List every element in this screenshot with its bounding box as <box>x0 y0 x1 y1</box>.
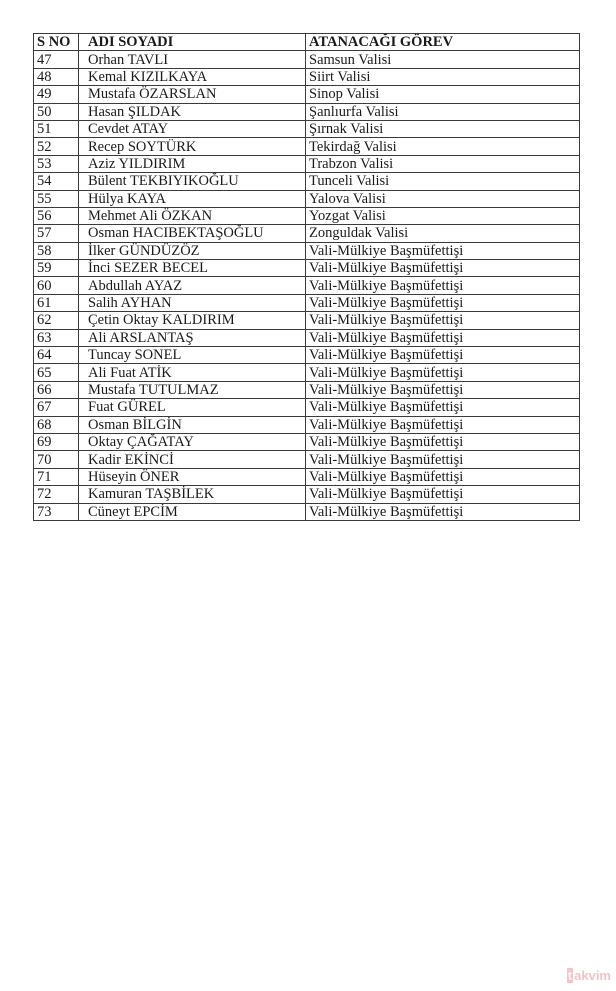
cell-atanacagi-gorev: Vali-Mülkiye Başmüfettişi <box>306 364 580 381</box>
cell-adi-soyadi: Abdullah AYAZ <box>79 277 306 294</box>
table-row <box>34 451 580 468</box>
table-row <box>34 207 580 224</box>
table-row <box>34 173 580 190</box>
cell-atanacagi-gorev: Şırnak Valisi <box>306 120 580 137</box>
cell-s-no: 70 <box>34 451 79 468</box>
cell-adi-soyadi: Mustafa ÖZARSLAN <box>79 86 306 103</box>
cell-s-no: 67 <box>34 399 79 416</box>
table-row <box>34 103 580 120</box>
cell-atanacagi-gorev: Tunceli Valisi <box>306 173 580 190</box>
cell-s-no: 59 <box>34 260 79 277</box>
cell-s-no: 52 <box>34 138 79 155</box>
cell-atanacagi-gorev: Vali-Mülkiye Başmüfettişi <box>306 433 580 450</box>
cell-s-no: 50 <box>34 103 79 120</box>
cell-atanacagi-gorev: Vali-Mülkiye Başmüfettişi <box>306 294 580 311</box>
cell-atanacagi-gorev: Trabzon Valisi <box>306 155 580 172</box>
cell-atanacagi-gorev: Vali-Mülkiye Başmüfettişi <box>306 486 580 503</box>
cell-atanacagi-gorev: Vali-Mülkiye Başmüfettişi <box>306 451 580 468</box>
cell-atanacagi-gorev: Vali-Mülkiye Başmüfettişi <box>306 468 580 485</box>
watermark-text: akvim <box>574 968 611 983</box>
cell-atanacagi-gorev: Vali-Mülkiye Başmüfettişi <box>306 399 580 416</box>
cell-atanacagi-gorev: Tekirdağ Valisi <box>306 138 580 155</box>
cell-s-no: 69 <box>34 433 79 450</box>
cell-adi-soyadi: Kadir EKİNCİ <box>79 451 306 468</box>
header-atanacagi-gorev: ATANACAĞI GÖREV <box>306 34 580 51</box>
cell-s-no: 49 <box>34 86 79 103</box>
cell-s-no: 55 <box>34 190 79 207</box>
cell-atanacagi-gorev: Zonguldak Valisi <box>306 225 580 242</box>
watermark-logo-mark: t <box>567 968 573 983</box>
cell-atanacagi-gorev: Vali-Mülkiye Başmüfettişi <box>306 312 580 329</box>
cell-atanacagi-gorev: Vali-Mülkiye Başmüfettişi <box>306 416 580 433</box>
cell-adi-soyadi: Çetin Oktay KALDIRIM <box>79 312 306 329</box>
cell-atanacagi-gorev: Vali-Mülkiye Başmüfettişi <box>306 277 580 294</box>
cell-s-no: 58 <box>34 242 79 259</box>
table-row <box>34 468 580 485</box>
cell-s-no: 48 <box>34 68 79 85</box>
table-row <box>34 312 580 329</box>
cell-s-no: 54 <box>34 173 79 190</box>
cell-adi-soyadi: Cevdet ATAY <box>79 120 306 137</box>
cell-atanacagi-gorev: Vali-Mülkiye Başmüfettişi <box>306 381 580 398</box>
table-row <box>34 503 580 520</box>
cell-adi-soyadi: Mustafa TUTULMAZ <box>79 381 306 398</box>
appointments-table <box>33 33 580 521</box>
cell-atanacagi-gorev: Vali-Mülkiye Başmüfettişi <box>306 260 580 277</box>
table-row <box>34 68 580 85</box>
table-row <box>34 155 580 172</box>
cell-atanacagi-gorev: Vali-Mülkiye Başmüfettişi <box>306 503 580 520</box>
cell-adi-soyadi: Hüseyin ÖNER <box>79 468 306 485</box>
table-row <box>34 347 580 364</box>
cell-atanacagi-gorev: Vali-Mülkiye Başmüfettişi <box>306 242 580 259</box>
cell-adi-soyadi: Kamuran TAŞBİLEK <box>79 486 306 503</box>
header-adi-soyadi: ADI SOYADI <box>79 34 306 51</box>
cell-adi-soyadi: Recep SOYTÜRK <box>79 138 306 155</box>
table-row <box>34 329 580 346</box>
cell-atanacagi-gorev: Sinop Valisi <box>306 86 580 103</box>
cell-s-no: 64 <box>34 347 79 364</box>
header-s-no: S NO <box>34 34 79 51</box>
cell-s-no: 53 <box>34 155 79 172</box>
table-row <box>34 242 580 259</box>
cell-adi-soyadi: İlker GÜNDÜZÖZ <box>79 242 306 259</box>
table-row <box>34 51 580 68</box>
cell-s-no: 47 <box>34 51 79 68</box>
cell-adi-soyadi: Bülent TEKBIYIKOĞLU <box>79 173 306 190</box>
cell-s-no: 66 <box>34 381 79 398</box>
cell-s-no: 65 <box>34 364 79 381</box>
cell-adi-soyadi: Osman BİLGİN <box>79 416 306 433</box>
cell-s-no: 71 <box>34 468 79 485</box>
cell-adi-soyadi: Cüneyt EPCİM <box>79 503 306 520</box>
takvim-watermark <box>567 968 611 983</box>
cell-s-no: 72 <box>34 486 79 503</box>
cell-s-no: 62 <box>34 312 79 329</box>
table-row <box>34 416 580 433</box>
cell-adi-soyadi: Hülya KAYA <box>79 190 306 207</box>
cell-adi-soyadi: Hasan ŞILDAK <box>79 103 306 120</box>
cell-atanacagi-gorev: Vali-Mülkiye Başmüfettişi <box>306 347 580 364</box>
table-row <box>34 225 580 242</box>
table-row <box>34 190 580 207</box>
table-row <box>34 364 580 381</box>
cell-adi-soyadi: Ali ARSLANTAŞ <box>79 329 306 346</box>
cell-adi-soyadi: Osman HACIBEKTAŞOĞLU <box>79 225 306 242</box>
cell-s-no: 61 <box>34 294 79 311</box>
cell-adi-soyadi: Kemal KIZILKAYA <box>79 68 306 85</box>
cell-atanacagi-gorev: Yalova Valisi <box>306 190 580 207</box>
cell-atanacagi-gorev: Şanlıurfa Valisi <box>306 103 580 120</box>
table-row <box>34 277 580 294</box>
table-row <box>34 294 580 311</box>
table-row <box>34 381 580 398</box>
cell-atanacagi-gorev: Yozgat Valisi <box>306 207 580 224</box>
table-row <box>34 86 580 103</box>
cell-s-no: 73 <box>34 503 79 520</box>
cell-adi-soyadi: Oktay ÇAĞATAY <box>79 433 306 450</box>
cell-s-no: 60 <box>34 277 79 294</box>
table-body <box>34 51 580 521</box>
cell-adi-soyadi: Mehmet Ali ÖZKAN <box>79 207 306 224</box>
cell-adi-soyadi: İnci SEZER BECEL <box>79 260 306 277</box>
cell-s-no: 63 <box>34 329 79 346</box>
table-row <box>34 486 580 503</box>
table-row <box>34 399 580 416</box>
cell-adi-soyadi: Tuncay SONEL <box>79 347 306 364</box>
cell-adi-soyadi: Ali Fuat ATİK <box>79 364 306 381</box>
cell-atanacagi-gorev: Vali-Mülkiye Başmüfettişi <box>306 329 580 346</box>
cell-atanacagi-gorev: Siirt Valisi <box>306 68 580 85</box>
cell-s-no: 57 <box>34 225 79 242</box>
cell-adi-soyadi: Fuat GÜREL <box>79 399 306 416</box>
table-row <box>34 433 580 450</box>
table-row <box>34 120 580 137</box>
table-row <box>34 138 580 155</box>
cell-adi-soyadi: Orhan TAVLI <box>79 51 306 68</box>
cell-atanacagi-gorev: Samsun Valisi <box>306 51 580 68</box>
table-header-row <box>34 34 580 51</box>
cell-s-no: 51 <box>34 120 79 137</box>
cell-s-no: 56 <box>34 207 79 224</box>
cell-adi-soyadi: Aziz YILDIRIM <box>79 155 306 172</box>
cell-adi-soyadi: Salih AYHAN <box>79 294 306 311</box>
table-row <box>34 260 580 277</box>
cell-s-no: 68 <box>34 416 79 433</box>
